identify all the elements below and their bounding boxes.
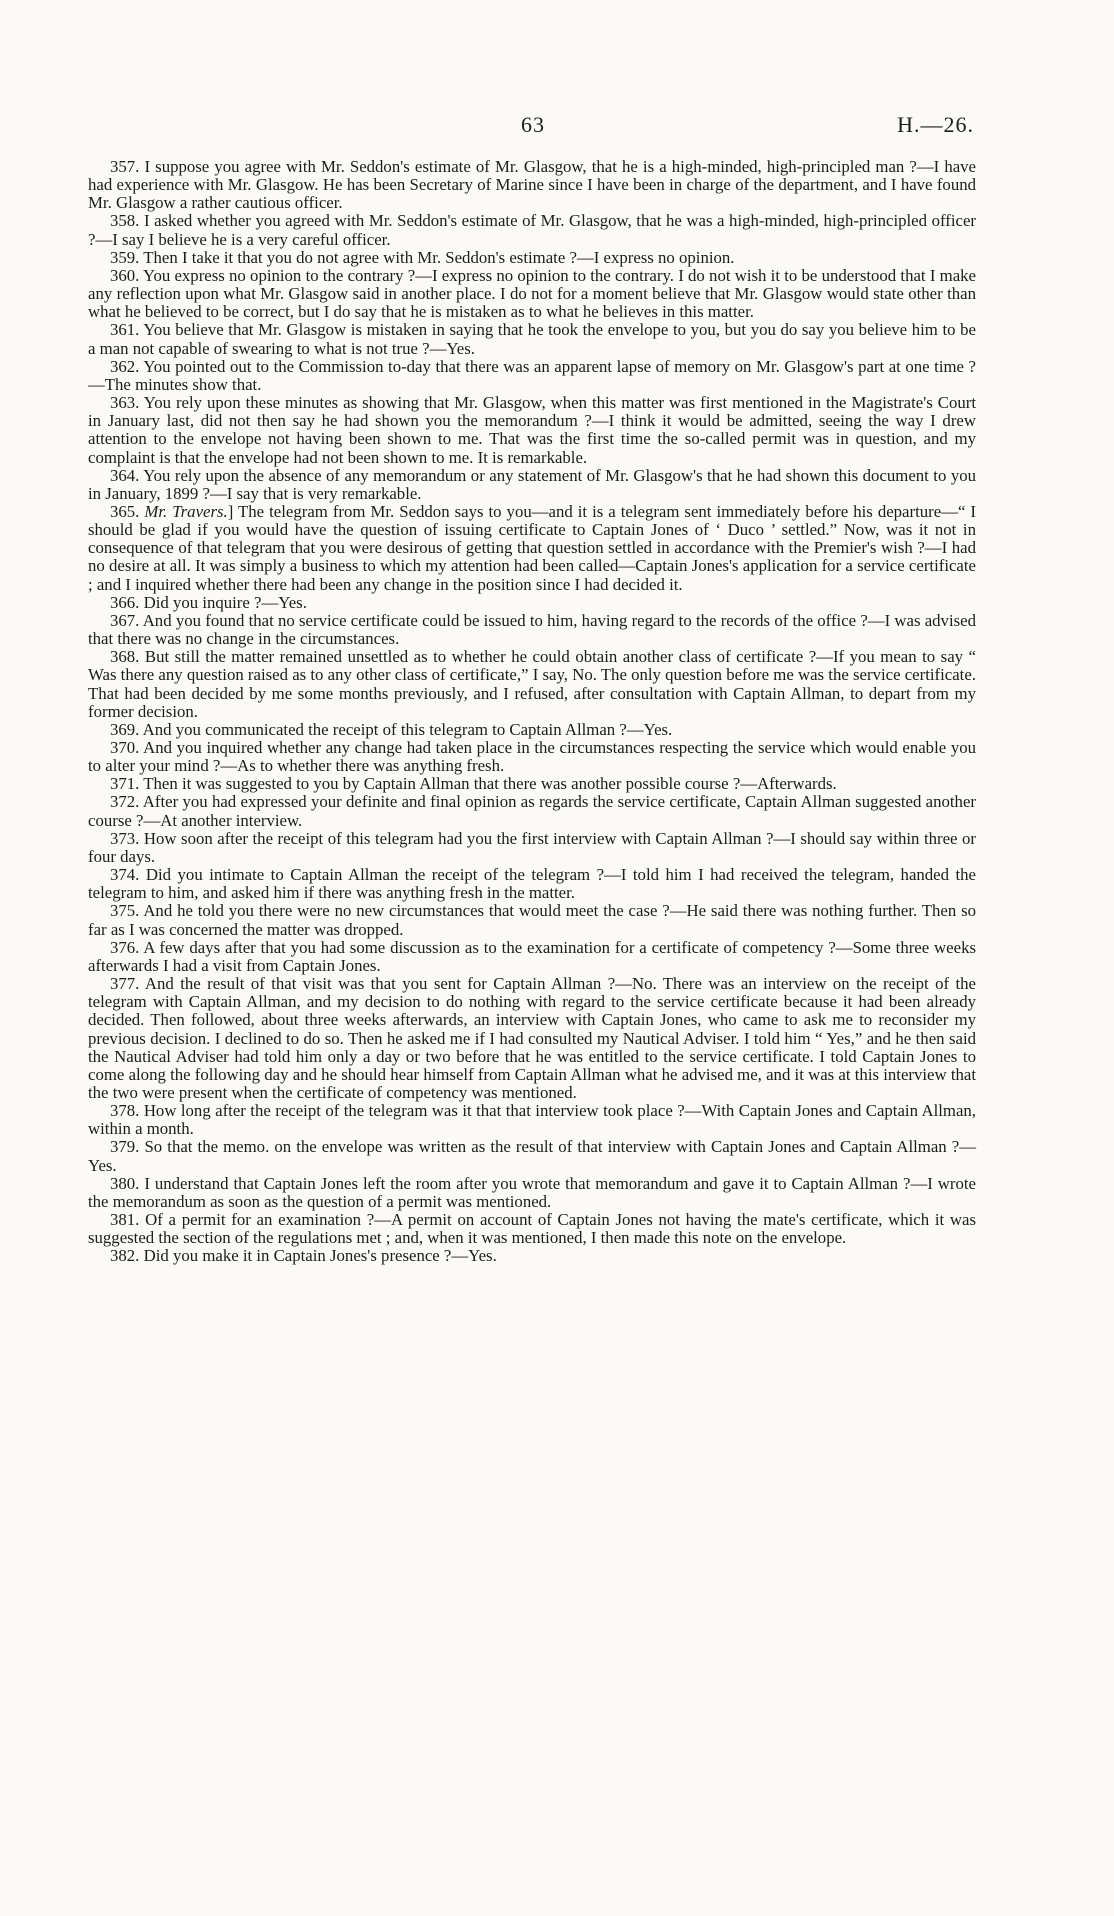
answer-dash: —: [576, 247, 594, 267]
question-number: 381.: [110, 1210, 140, 1230]
answer-dash: —: [740, 774, 758, 794]
question-text: I asked whether you agreed with Mr. Seddon's estimate of Mr. Glasgow, that he was a high-minded, high-principled officer ?: [88, 211, 976, 249]
answer-dash: —: [374, 1210, 391, 1230]
question-number: 367.: [110, 610, 140, 630]
answer-dash: —: [604, 865, 621, 885]
question-text: You believe that Mr. Glasgow is mistaken in saying that he took the envelope to you, but you do say you believe him to be a man not capable of swearing to what is not true ?: [88, 320, 977, 358]
evidence-entry: [88, 902, 976, 938]
question-number: 382.: [110, 1246, 140, 1266]
answer-text: I was advised that there was no change in the circumstances.: [88, 610, 976, 649]
evidence-entry: [88, 1138, 976, 1174]
answer-text: If you mean to say “ Was there any question raised as to any other class of certificate,” I say, No. The only question before me was the service certificate. That had been decided by me some months previously, and I refused, after consultation with Captain Allman, to depart from my former decision.: [88, 647, 976, 721]
question-text: Did you inquire ?: [143, 592, 262, 612]
evidence-entry: [88, 358, 976, 394]
answer-text: I should say within three or four days.: [88, 828, 976, 866]
question-text: Did you make it in Captain Jones's presence ?: [143, 1246, 452, 1266]
question-number: 358.: [110, 211, 140, 231]
answer-dash: —: [143, 810, 161, 830]
evidence-entry: [88, 267, 976, 321]
question-text: You rely upon the absence of any memorandum or any statement of Mr. Glasgow's that he had shown this document to you in January, 1899 ?: [88, 465, 976, 503]
evidence-entry: [88, 1175, 976, 1211]
evidence-entry: [88, 249, 976, 267]
evidence-entry: [88, 394, 976, 467]
evidence-entry: [88, 594, 976, 612]
answer-dash: —: [835, 937, 853, 957]
question-text: Then I take it that you do not agree with Mr. Seddon's estimate ?: [143, 247, 577, 267]
answer-dash: —: [95, 229, 113, 249]
evidence-entry: [88, 321, 976, 357]
answer-text: I think it would be admitted, seeing the way I drew attention to the envelope not having been shown to me. That was the first time the so-called permit was in question, and my complaint is that the envelope had not been shown to me. It is remarkable.: [88, 411, 976, 467]
document-reference: H.—26.: [897, 112, 974, 137]
answer-dash: —: [415, 265, 432, 285]
answer-dash: —: [867, 610, 885, 630]
answer-dash: —: [684, 1101, 702, 1121]
answer-text: He said there was nothing further. Then so far as I was concerned the matter was dropped.: [88, 901, 976, 939]
question-number: 376.: [110, 937, 140, 957]
answer-dash: —: [220, 756, 238, 776]
question-number: 371.: [110, 774, 140, 794]
evidence-entry: [88, 212, 976, 248]
question-text: I understand that Captain Jones left the room after you wrote that memorandum and gave it to Captain Allman ?: [144, 1173, 911, 1193]
answer-dash: —: [591, 411, 609, 431]
question-number: 365.: [110, 501, 140, 521]
answer-dash: —: [959, 1137, 976, 1157]
evidence-entry: [88, 467, 976, 503]
answer-text: Yes.: [446, 338, 475, 358]
question-number: 380.: [110, 1173, 140, 1193]
answer-dash: —: [615, 974, 632, 994]
answer-text: At another interview.: [160, 810, 303, 830]
question-text: A few days after that you had some discussion as to the examination for a certificate of competency ?: [143, 937, 836, 957]
question-text: And you found that no service certificate could be issued to him, having regard to the records of the office ?: [142, 610, 868, 630]
answer-text: I express no opinion.: [593, 247, 735, 267]
question-number: 359.: [110, 247, 140, 267]
page-number: 63: [521, 112, 545, 137]
answer-dash: —: [209, 483, 227, 503]
question-number: 361.: [110, 320, 140, 340]
question-text: And he told you there were no new circumstances that would meet the case ?: [143, 901, 670, 921]
question-text: You pointed out to the Commission to-day that there was an apparent lapse of memory on Mr. Glasgow's part at one time ?: [143, 356, 976, 376]
question-text: ] The telegram from Mr. Seddon says to you—and it is a telegram sent immediately before his departure—“ I should be glad if you would have the question of issuing certificate to Captain Jones of ‘ Duco ’ settled.” Now, was it not in consequence of that telegram that you were desirous of getting that question settled in accordance with the Premier's wish ?: [88, 501, 976, 558]
answer-text: No. There was an interview on the receipt of the telegram with Captain Allman, and my decision to do nothing with regard to the service certificate because it had been already decided. Then followed, about three weeks afterwards, an interview with Captain Jones, who came to ask me to reconsider my previous decision. I declined to do so. Then he asked me if I had consulted my Nautical Adviser. I told him “ Yes,” and he then said the Nautical Adviser had told him only a day or two before that he was entitled to the service certificate. I told Captain Jones to come along the following day and he should hear himself from Captain Allman what he advised me, and it was at this interview that the two were present when the certificate of competency was mentioned.: [88, 974, 976, 1102]
evidence-entry: [88, 793, 976, 829]
question-number: 363.: [110, 393, 140, 413]
answer-dash: —: [773, 828, 791, 848]
question-text: And you communicated the receipt of this telegram to Captain Allman ?: [142, 719, 627, 739]
question-text: You rely upon these minutes as showing that Mr. Glasgow, when this matter was first mentioned in the Magistrate's Court in January last, did not then say he had shown you the memorandum ?: [88, 393, 977, 431]
question-text: I suppose you agree with Mr. Seddon's estimate of Mr. Glasgow, that he is a high-minded, high-principled man ?: [144, 157, 917, 176]
answer-text: With Captain Jones and Captain Allman, within a month.: [88, 1101, 977, 1139]
evidence-entry: [88, 1102, 976, 1138]
evidence-entry: [88, 612, 976, 648]
answer-text: Yes.: [278, 592, 307, 612]
answer-dash: —: [451, 1246, 469, 1266]
question-text: How long after the receipt of the telegram was it that that interview took place ?: [143, 1101, 685, 1121]
answer-text: Some three weeks afterwards I had a visit from Captain Jones.: [88, 937, 976, 975]
question-number: 370.: [110, 738, 140, 757]
answer-dash: —: [261, 592, 279, 612]
answer-text: I say I believe he is a very careful officer.: [112, 229, 391, 249]
evidence-entry: [88, 1211, 976, 1247]
evidence-entry: [88, 648, 976, 721]
page-header: [88, 112, 976, 148]
answer-text: I have had experience with Mr. Glasgow. He has been Secretary of Marine since I have been in charge of the department, and I have found Mr. Glasgow a rather cautious officer.: [88, 157, 976, 213]
question-number: 364.: [110, 465, 140, 485]
question-number: 375.: [110, 901, 140, 921]
evidence-transcript: [88, 158, 976, 1266]
answer-text: A permit on account of Captain Jones not having the mate's certificate, which it was suggested the section of the regulations met ; and, when it was mentioned, I then made this note on the envelope.: [88, 1210, 977, 1248]
answer-dash: —: [429, 338, 447, 358]
answer-dash: —: [910, 1173, 928, 1193]
question-text: So that the memo. on the envelope was written as the result of that interview with Captain Jones and Captain Allman ?: [144, 1137, 960, 1157]
answer-dash: —: [924, 538, 942, 558]
evidence-entry: [88, 866, 976, 902]
answer-text: Yes.: [88, 1155, 117, 1175]
evidence-entry: [88, 1247, 976, 1265]
answer-dash: —: [816, 647, 833, 667]
question-text: Did you intimate to Captain Allman the receipt of the telegram ?: [145, 865, 605, 885]
evidence-entry: [88, 830, 976, 866]
question-text: And you inquired whether any change had taken place in the circumstances respecting the service which would enable you to alter your mind ?: [88, 738, 977, 776]
question-text: You express no opinion to the contrary ?: [143, 265, 416, 285]
answer-dash: —: [88, 374, 105, 394]
question-number: 372.: [110, 792, 140, 812]
question-number: 373.: [110, 828, 140, 848]
evidence-entry: [88, 739, 976, 775]
evidence-entry: [88, 158, 976, 212]
question-text: And the result of that visit was that you sent for Captain Allman ?: [144, 974, 616, 994]
answer-text: I express no opinion to the contrary. I do not wish it to be understood that I make any reflection upon what Mr. Glasgow said in another place. I do not for a moment believe that Mr. Glasgow would state other than what he believed to be correct, but I do say that he is mistaken as to what he believes in this matter.: [88, 265, 976, 322]
question-text: After you had expressed your definite and final opinion as regards the service certificate, Captain Allman suggested another course ?: [88, 792, 976, 830]
question-text: Then it was suggested to you by Captain Allman that there was another possible course ?: [143, 774, 741, 794]
question-number: 374.: [110, 865, 140, 885]
evidence-entry: [88, 503, 976, 594]
question-number: 369.: [110, 719, 140, 739]
answer-text: The minutes show that.: [104, 374, 262, 394]
question-number: 379.: [110, 1137, 140, 1157]
evidence-entry: [88, 775, 976, 793]
answer-dash: —: [626, 719, 644, 739]
answer-text: I say that is very remarkable.: [226, 483, 422, 503]
answer-text: As to whether there was anything fresh.: [237, 756, 505, 776]
question-number: 368.: [110, 647, 140, 667]
answer-text: Yes.: [468, 1246, 497, 1266]
answer-text: I wrote the memorandum as soon as the question of a permit was mentioned.: [88, 1173, 976, 1211]
evidence-entry: [88, 939, 976, 975]
evidence-entry: [88, 721, 976, 739]
question-number: 357.: [110, 157, 140, 176]
answer-text: I told him I had received the telegram, handed the telegram to him, and asked him if there was anything fresh in the matter.: [88, 865, 977, 903]
question-number: 362.: [110, 356, 140, 376]
question-number: 377.: [110, 974, 140, 994]
answer-dash: —: [916, 157, 934, 176]
question-text: Of a permit for an examination ?: [145, 1210, 375, 1230]
question-number: 366.: [110, 592, 140, 612]
question-number: 378.: [110, 1101, 140, 1121]
answer-text: Yes.: [643, 719, 673, 739]
answer-text: I had no desire at all. It was simply a business to which my attention had been called—Captain Jones's application for a service certificate ; and I inquired whether there had been any change in the position since I had decided it.: [88, 538, 976, 594]
question-text: But still the matter remained unsettled as to whether he could obtain another class of certificate ?: [144, 647, 817, 667]
evidence-entry: [88, 975, 976, 1102]
question-text: How soon after the receipt of this telegram had you the first interview with Captain Allman ?: [143, 828, 774, 848]
question-number: 360.: [110, 265, 140, 285]
speaker-name: Mr. Travers.: [144, 501, 228, 521]
answer-dash: —: [669, 901, 687, 921]
answer-text: Afterwards.: [757, 774, 837, 794]
